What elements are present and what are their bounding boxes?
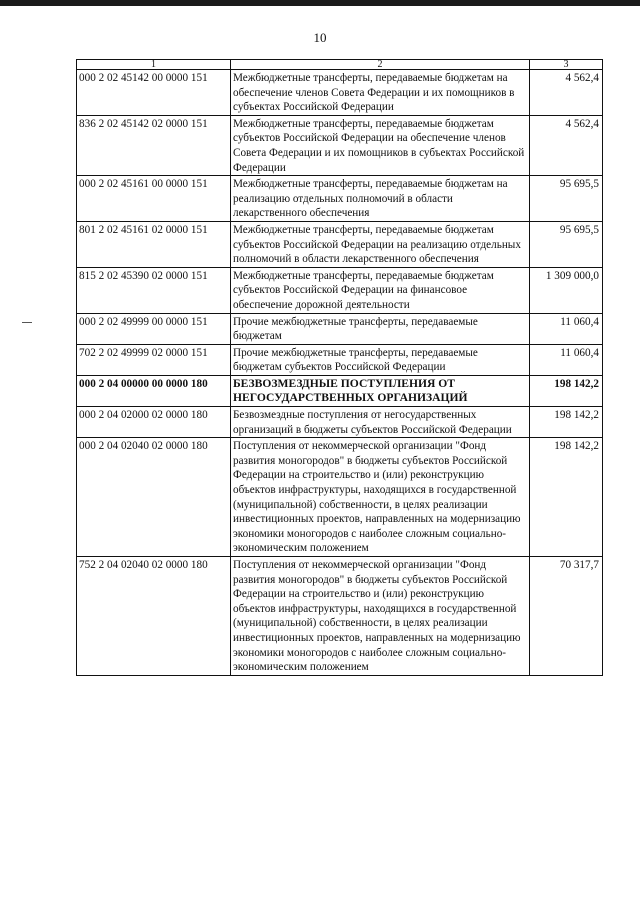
- description-cell: БЕЗВОЗМЕЗДНЫЕ ПОСТУПЛЕНИЯ ОТ НЕГОСУДАРСТВЕННЫХ ОРГАНИЗАЦИЙ: [231, 375, 530, 406]
- amount-cell: 95 695,5: [530, 176, 603, 222]
- description-cell: Межбюджетные трансферты, передаваемые бюджетам субъектов Российской Федерации на реализацию отдельных полномочий в области лекарственного обеспечения: [231, 221, 530, 267]
- table-row: [77, 267, 603, 313]
- code-cell: 000 2 04 00000 00 0000 180: [77, 375, 231, 406]
- amount-cell: 198 142,2: [530, 375, 603, 406]
- table-row: [77, 176, 603, 222]
- amount-cell: 95 695,5: [530, 221, 603, 267]
- amount-cell: 70 317,7: [530, 557, 603, 676]
- table-row: [77, 221, 603, 267]
- code-cell: 752 2 04 02040 02 0000 180: [77, 557, 231, 676]
- code-cell: 000 2 02 45142 00 0000 151: [77, 70, 231, 116]
- code-cell: 702 2 02 49999 02 0000 151: [77, 344, 231, 375]
- table-row: [77, 70, 603, 116]
- amount-cell: 11 060,4: [530, 344, 603, 375]
- code-cell: 000 2 04 02040 02 0000 180: [77, 438, 231, 557]
- code-cell: 801 2 02 45161 02 0000 151: [77, 221, 231, 267]
- description-cell: Межбюджетные трансферты, передаваемые бюджетам субъектов Российской Федерации на обеспечение членов Совета Федерации и их помощников в субъектах Российской Федерации: [231, 115, 530, 175]
- code-cell: 000 2 02 45161 00 0000 151: [77, 176, 231, 222]
- margin-mark: [22, 322, 32, 323]
- description-cell: Прочие межбюджетные трансферты, передаваемые бюджетам: [231, 313, 530, 344]
- amount-cell: 11 060,4: [530, 313, 603, 344]
- code-cell: 836 2 02 45142 02 0000 151: [77, 115, 231, 175]
- code-cell: 815 2 02 45390 02 0000 151: [77, 267, 231, 313]
- page-number: 10: [313, 30, 327, 45]
- table-row: [77, 344, 603, 375]
- amount-cell: 198 142,2: [530, 407, 603, 438]
- description-cell: Межбюджетные трансферты, передаваемые бюджетам на реализацию отдельных полномочий в области лекарственного обеспечения: [231, 176, 530, 222]
- description-cell: Поступления от некоммерческой организации "Фонд развития моногородов" в бюджеты субъектов Российской Федерации на строительство и (или) реконструкцию объектов инфраструктуры, находящихся в государственной (муниципальной) собственности, в целях реализации инвестиционных проектов, направленных на модернизацию экономики моногородов с наиболее сложным социально-экономическим положением: [231, 557, 530, 676]
- table-row: [77, 438, 603, 557]
- amount-cell: 4 562,4: [530, 115, 603, 175]
- description-cell: Межбюджетные трансферты, передаваемые бюджетам субъектов Российской Федерации на финансовое обеспечение дорожной деятельности: [231, 267, 530, 313]
- column-header-description: 2: [231, 60, 530, 70]
- scan-top-edge: [0, 0, 640, 6]
- table-header-row: [77, 60, 603, 70]
- description-cell: Прочие межбюджетные трансферты, передаваемые бюджетам субъектов Российской Федерации: [231, 344, 530, 375]
- amount-cell: 198 142,2: [530, 438, 603, 557]
- table-row: [77, 557, 603, 676]
- table-row: [77, 375, 603, 406]
- description-cell: Поступления от некоммерческой организации "Фонд развития моногородов" в бюджеты субъектов Российской Федерации на строительство и (или) реконструкцию объектов инфраструктуры, находящихся в государственной (муниципальной) собственности, в целях реализации инвестиционных проектов, направленных на модернизацию экономики моногородов с наиболее сложным социально-экономическим положением: [231, 438, 530, 557]
- amount-cell: 4 562,4: [530, 70, 603, 116]
- amount-cell: 1 309 000,0: [530, 267, 603, 313]
- table-row: [77, 115, 603, 175]
- column-header-code: 1: [77, 60, 231, 70]
- budget-table: [76, 59, 603, 676]
- table-row: [77, 313, 603, 344]
- code-cell: 000 2 04 02000 02 0000 180: [77, 407, 231, 438]
- column-header-amount: 3: [530, 60, 603, 70]
- description-cell: Межбюджетные трансферты, передаваемые бюджетам на обеспечение членов Совета Федерации и их помощников в субъектах Российской Федерации: [231, 70, 530, 116]
- description-cell: Безвозмездные поступления от негосударственных организаций в бюджеты субъектов Российской Федерации: [231, 407, 530, 438]
- table-row: [77, 407, 603, 438]
- code-cell: 000 2 02 49999 00 0000 151: [77, 313, 231, 344]
